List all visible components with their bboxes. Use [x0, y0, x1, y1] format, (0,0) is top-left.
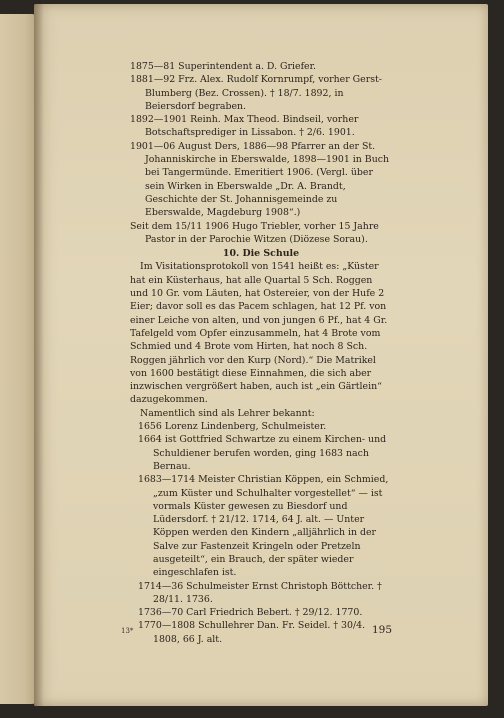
teachers-list	[138, 420, 392, 646]
section-heading: 10. Die Schule	[222, 248, 300, 260]
entry-1892: 1892—1901 Reinh. Max Theod. Bindseil, vorher Botschaftsprediger in Lissabon. † 2/6. 1901.	[130, 114, 359, 139]
teacher-1736: 1736—70 Carl Friedrich Bebert. † 29/12. 1770.	[138, 607, 363, 619]
entry-1875: 1875—81 Superintendent a. D. Griefer.	[130, 61, 317, 72]
teacher-1664: 1664 ist Gottfried Schwartze zu einem Kirchen- und Schuldiener berufen worden, ging 1683 nach Bernau.	[138, 434, 387, 472]
left-page-edge	[0, 14, 36, 704]
entry-1881: 1881—92 Frz. Alex. Rudolf Kornrumpf, vorher Gerst-Blumberg (Bez. Crossen). † 18/7. 1892, in Beiersdorf begraben.	[130, 74, 382, 112]
teachers-intro: Namentlich sind als Lehrer bekannt:	[140, 407, 315, 419]
page-number: 195	[372, 624, 393, 636]
page-text	[130, 60, 392, 646]
teacher-1656: 1656 Lorenz Lindenberg, Schulmeister.	[138, 421, 327, 433]
school-paragraph: Im Visitationsprotokoll von 1541 heißt es: „Küster hat ein Küsterhaus, hat alle Quartal 5 Sch. Roggen und 10 Gr. vom Läuten, hat Ostereier, von der Hufe 2 Eier; davor soll es das Pacem schlagen, hat 12 Pf. von einer Leiche von alten, und von jungen 6 Pf., hat 4 Gr. Tafelgeld vom Opfer einzusammeln, hat 4 Brote vom Schmied und 4 Brote vom Hirten, hat noch 8 Sch. Roggen jährlich vor den Kurp (Nord).“ Die Matrikel von 1600 bestätigt diese Einnahmen, die sich aber inzwischen vergrößert haben, auch ist „ein Gärtlein“ dazugekommen.	[130, 261, 388, 406]
signature-mark: 13*	[121, 627, 134, 635]
teacher-1770: 1770—1808 Schullehrer Dan. Fr. Seidel. † 30/4. 1808, 66 J. alt.	[138, 620, 366, 645]
entry-1906: Seit dem 15/11 1906 Hugo Triebler, vorher 15 Jahre Pastor in der Parochie Witzen (Diözese Sorau).	[130, 220, 379, 245]
entry-1901: 1901—06 August Ders, 1886—98 Pfarrer an der St. Johanniskirche in Eberswalde, 1898—1901 in Buch bei Tangermünde. Emeritiert 1906. (Vergl. über sein Wirken in Eberswalde „Dr. A. Brandt, Geschichte der St. Johannisgemeinde zu Eberswalde, Magdeburg 1908“.)	[130, 140, 390, 219]
page-spine-shadow	[34, 4, 44, 706]
teacher-1714: 1714—36 Schulmeister Ernst Christoph Böttcher. † 28/11. 1736.	[138, 580, 382, 605]
teacher-1683: 1683—1714 Meister Christian Köppen, ein Schmied, „zum Küster und Schulhalter vorgestellet“ — ist vormals Küster gewesen zu Biesdorf und Lüdersdorf. † 21/12. 1714, 64 J. alt. — Unter Köppen werden den Kindern „alljährlich in der Salve zur Fastenzeit Kringeln oder Pretzeln ausgeteilt“, ein Brauch, der später wieder eingeschlafen ist.	[138, 474, 389, 579]
